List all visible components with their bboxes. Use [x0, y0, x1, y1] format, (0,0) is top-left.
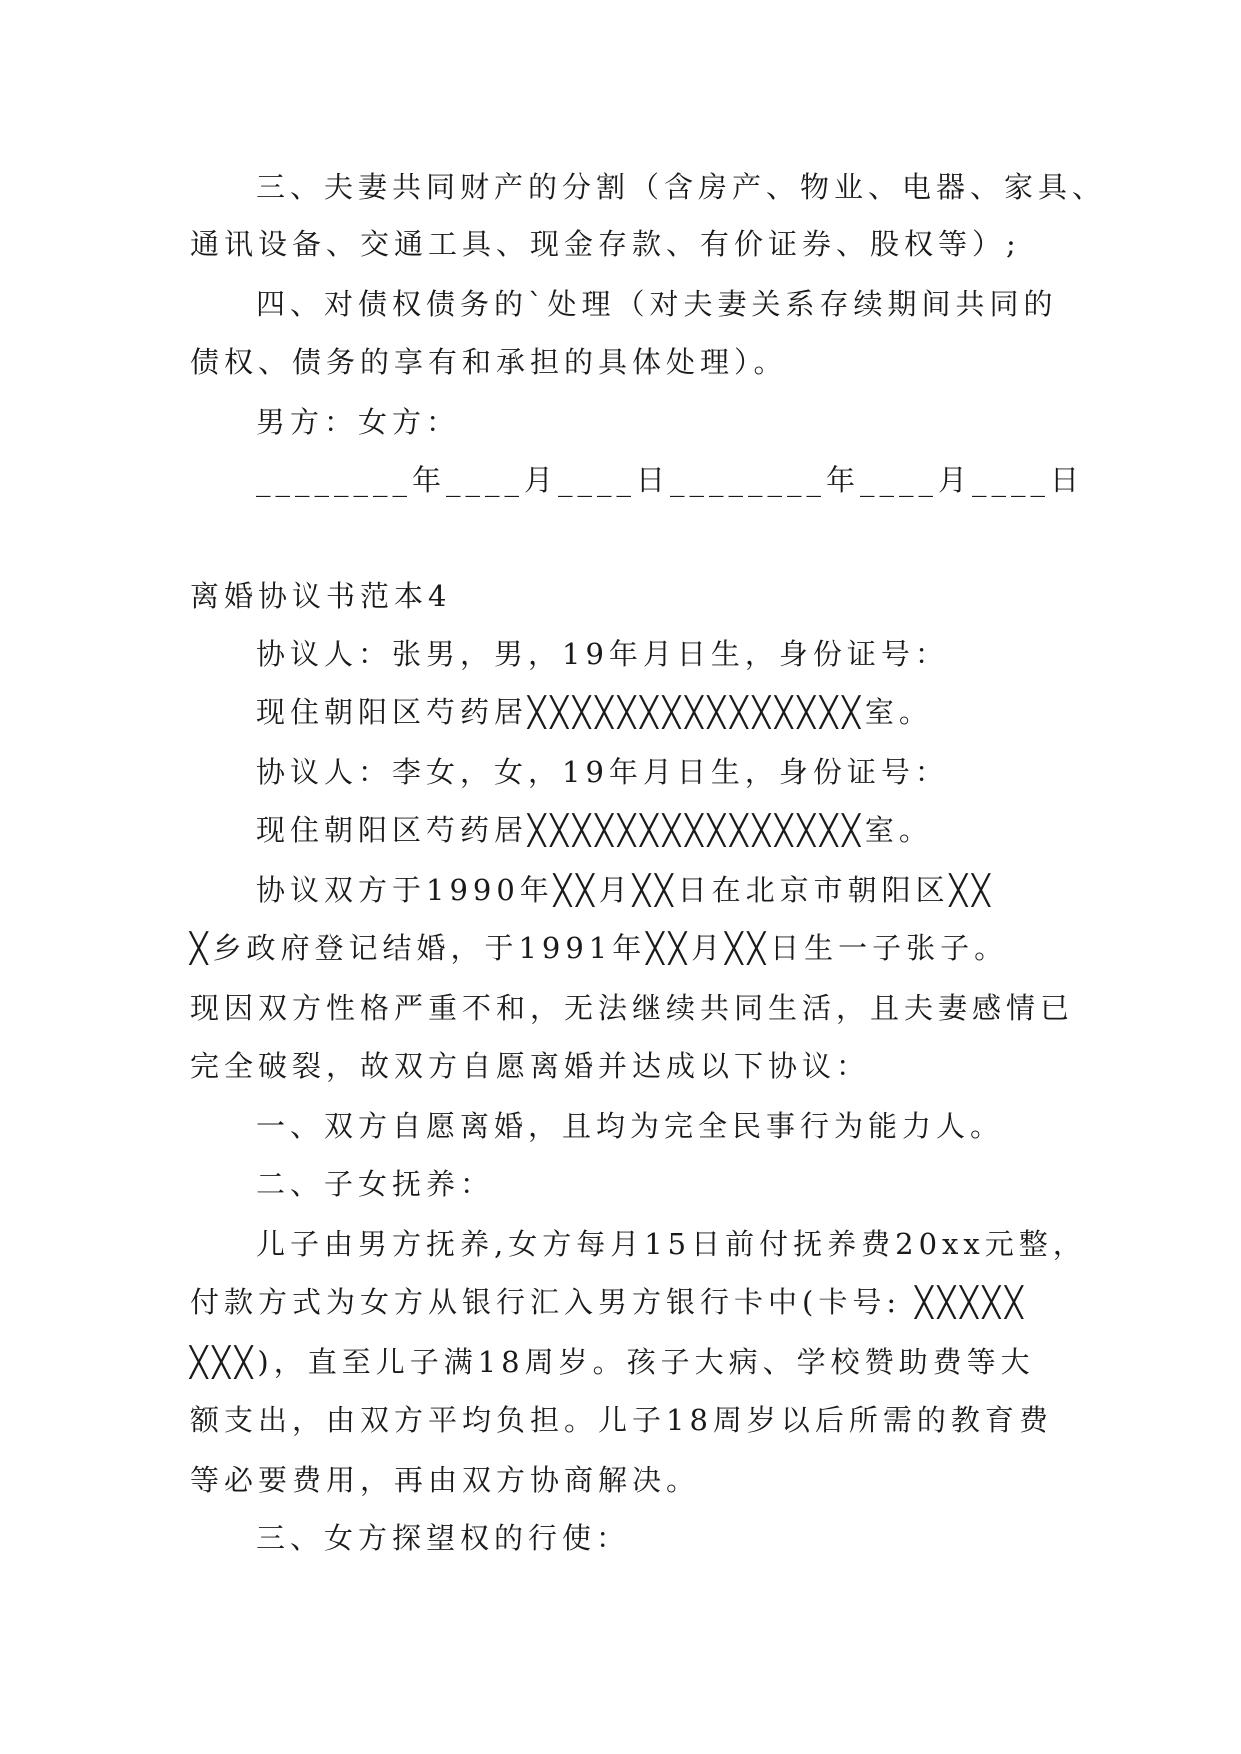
paragraph-line: 协议双方于1990年╳╳月╳╳日在北京市朝阳区╳╳	[256, 873, 995, 907]
paragraph-line: 三、夫妻共同财产的分割（含房产、物业、电器、家具、	[256, 170, 1107, 204]
paragraph-line: 现住朝阳区芍药居╳╳╳╳╳╳╳╳╳╳╳╳╳╳╳室。	[256, 695, 933, 729]
paragraph-line: 协议人：张男，男，19年月日生，身份证号：	[256, 637, 949, 671]
paragraph-line: 三、女方探望权的行使：	[256, 1521, 631, 1555]
paragraph-line: ╳╳╳)，直至儿子满18周岁。孩子大病、学校赞助费等大	[190, 1345, 1035, 1379]
paragraph-line: 通讯设备、交通工具、现金存款、有价证券、股权等）;	[190, 227, 1021, 261]
paragraph-line: 四、对债权债务的`处理（对夫妻关系存续期间共同的	[256, 287, 1058, 321]
date-line: ________年____月____日________年____月____日	[256, 463, 1085, 497]
paragraph-line: 额支出，由双方平均负担。儿子18周岁以后所需的教育费	[190, 1403, 1053, 1437]
paragraph-line: 等必要费用，再由双方协商解决。	[190, 1463, 701, 1497]
section-title: 离婚协议书范本4	[190, 579, 452, 613]
paragraph-line: 现因双方性格严重不和，无法继续共同生活，且夫妻感情已	[190, 991, 1075, 1025]
paragraph-line: 一、双方自愿离婚，且均为完全民事行为能力人。	[256, 1109, 1005, 1143]
paragraph-line: 完全破裂，故双方自愿离婚并达成以下协议：	[190, 1049, 871, 1083]
paragraph-line: 协议人：李女，女，19年月日生，身份证号：	[256, 755, 949, 789]
paragraph-line: 儿子由男方抚养,女方每月15日前付抚养费20xx元整，	[256, 1227, 1087, 1261]
paragraph-line: 二、子女抚养：	[256, 1167, 495, 1201]
paragraph-line: 债权、债务的享有和承担的具体处理）。	[190, 345, 788, 379]
signature-line: 男方：女方：	[256, 405, 461, 439]
paragraph-line: 付款方式为女方从银行汇入男方银行卡中(卡号: ╳╳╳╳╳	[190, 1285, 1028, 1319]
paragraph-line: ╳乡政府登记结婚，于1991年╳╳月╳╳日生一子张子。	[190, 931, 1009, 965]
paragraph-line: 现住朝阳区芍药居╳╳╳╳╳╳╳╳╳╳╳╳╳╳╳室。	[256, 813, 933, 847]
